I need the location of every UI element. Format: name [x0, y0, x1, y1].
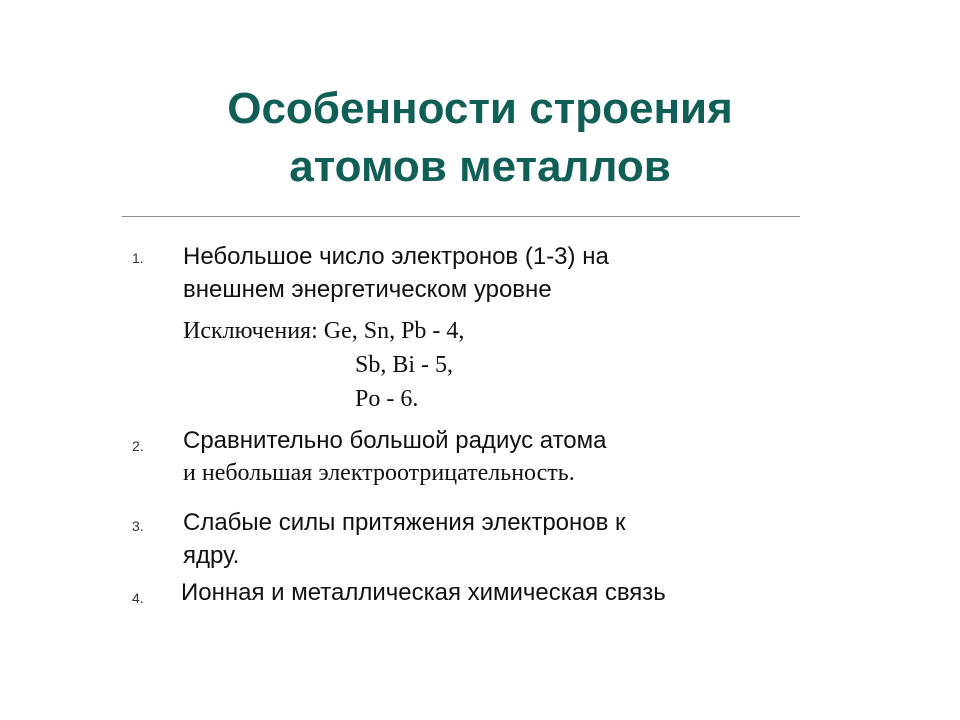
- item-2-number: 2.: [132, 438, 144, 454]
- item-4-number: 4.: [132, 590, 144, 606]
- item-1-number: 1.: [132, 250, 144, 266]
- slide-title: [0, 80, 960, 196]
- title-line-1: Особенности строения: [227, 84, 733, 133]
- title-line-2: атомов металлов: [289, 142, 671, 191]
- item-2-line-1: Сравнительно большой радиус атома: [183, 427, 607, 454]
- item-4-line-1: Ионная и металлическая химическая связь: [181, 579, 666, 606]
- item-1-line-2: внешнем энергетическом уровне: [183, 276, 552, 303]
- item-3-number: 3.: [132, 518, 144, 534]
- exceptions-line-1: Исключения: Ge, Sn, Pb - 4,: [183, 318, 465, 344]
- item-1-text: [183, 240, 609, 306]
- item-3-line-1: Слабые силы притяжения электронов к: [183, 509, 626, 536]
- item-1-line-1: Небольшое число электронов (1-3) на: [183, 243, 609, 270]
- exceptions-line-3: Po - 6.: [355, 386, 419, 412]
- item-2-line-2: и небольшая электроотрицательность.: [183, 460, 575, 486]
- title-divider: [122, 216, 800, 217]
- exceptions-line-2: Sb, Bi - 5,: [355, 352, 454, 378]
- item-3-text: [183, 506, 626, 572]
- item-3-line-2: ядру.: [183, 542, 240, 569]
